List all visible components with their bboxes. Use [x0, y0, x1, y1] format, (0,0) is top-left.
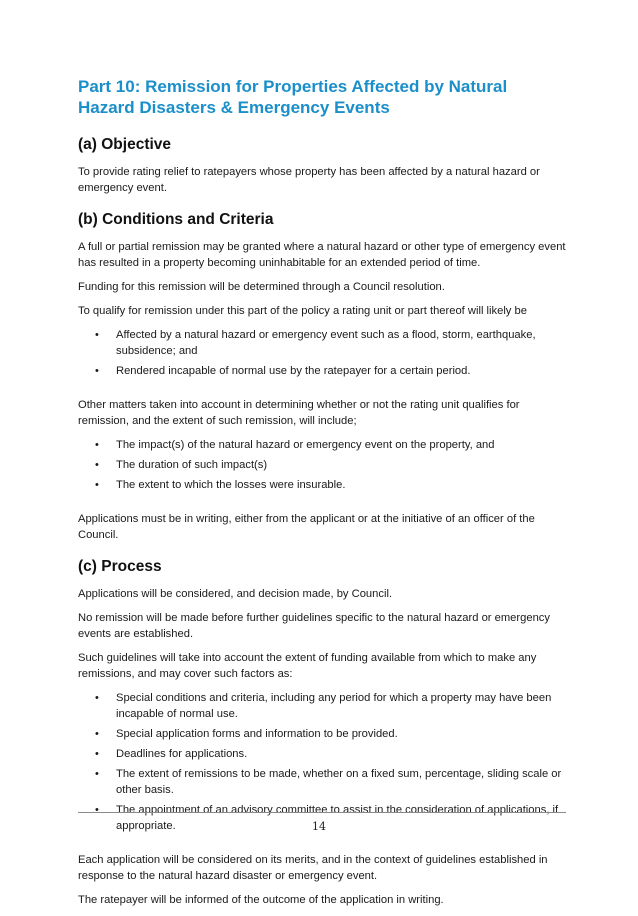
list-item	[78, 457, 568, 473]
list-item-text: Deadlines for applications.	[116, 748, 248, 760]
bullet-icon: •	[95, 748, 99, 760]
paragraph: To qualify for remission under this part of the policy a rating unit or part thereof will likely be	[78, 305, 527, 317]
list-item-text: Special application forms and information to be provided.	[116, 728, 398, 740]
paragraph: Funding for this remission will be determined through a Council resolution.	[78, 281, 445, 293]
list-item-text: The impact(s) of the natural hazard or emergency event on the property, and	[116, 439, 495, 451]
paragraph: Each application will be considered on its merits, and in the context of guidelines established in response to the natural hazard disaster or emergency event.	[78, 854, 548, 882]
bullet-list	[78, 327, 568, 379]
paragraph: A full or partial remission may be granted where a natural hazard or other type of emergency event has resulted in a property becoming uninhabitable for an extended period of time.	[78, 241, 566, 269]
section-heading: (b) Conditions and Criteria	[78, 211, 274, 228]
list-item	[78, 327, 568, 359]
paragraph: To provide rating relief to ratepayers whose property has been affected by a natural hazard or emergency event.	[78, 166, 540, 194]
bullet-icon: •	[95, 479, 99, 491]
bullet-icon: •	[95, 804, 99, 816]
list-item	[78, 477, 568, 493]
section-conditions-criteria	[78, 210, 568, 543]
bullet-icon: •	[95, 329, 99, 341]
paragraph: Such guidelines will take into account the extent of funding available from which to make any remissions, and may cover such factors as:	[78, 652, 537, 680]
paragraph: Other matters taken into account in determining whether or not the rating unit qualifies for remission, and the extent of such remission, will include;	[78, 399, 520, 427]
list-item-text: Rendered incapable of normal use by the ratepayer for a certain period.	[116, 365, 471, 377]
list-item-text: Affected by a natural hazard or emergency event such as a flood, storm, earthquake, subsidence; and	[116, 329, 536, 357]
page-number: 14	[312, 820, 326, 833]
section-heading: (c) Process	[78, 558, 162, 575]
list-item	[78, 363, 568, 379]
bullet-icon: •	[95, 365, 99, 377]
paragraph: Applications will be considered, and decision made, by Council.	[78, 588, 393, 600]
list-item	[78, 437, 568, 453]
list-item-text: Special conditions and criteria, including any period for which a property may have been incapable of normal use.	[116, 692, 552, 720]
list-item-text: The duration of such impact(s)	[116, 459, 268, 471]
section-heading: (a) Objective	[78, 136, 172, 153]
bullet-icon: •	[95, 439, 99, 451]
section-objective	[78, 135, 568, 196]
list-item	[78, 746, 568, 762]
paragraph: No remission will be made before further guidelines specific to the natural hazard or emergency events are established.	[78, 612, 550, 640]
page-content	[78, 76, 568, 916]
section-process	[78, 557, 568, 908]
paragraph: The ratepayer will be informed of the outcome of the application in writing.	[78, 894, 444, 906]
list-item-text: The extent to which the losses were insurable.	[116, 479, 346, 491]
bullet-icon: •	[95, 692, 99, 704]
footer-divider	[78, 812, 566, 813]
bullet-icon: •	[95, 768, 99, 780]
bullet-icon: •	[95, 459, 99, 471]
list-item-text: The appointment of an advisory committee to assist in the consideration of applications, if appropriate.	[116, 804, 559, 832]
bullet-list	[78, 437, 568, 493]
list-item	[78, 690, 568, 722]
list-item	[78, 766, 568, 798]
bullet-icon: •	[95, 728, 99, 740]
list-item	[78, 726, 568, 742]
list-item-text: The extent of remissions to be made, whether on a fixed sum, percentage, sliding scale or other basis.	[116, 768, 562, 796]
page-title: Part 10: Remission for Properties Affected by Natural Hazard Disasters & Emergency Events	[78, 77, 508, 117]
paragraph: Applications must be in writing, either from the applicant or at the initiative of an officer of the Council.	[78, 513, 535, 541]
